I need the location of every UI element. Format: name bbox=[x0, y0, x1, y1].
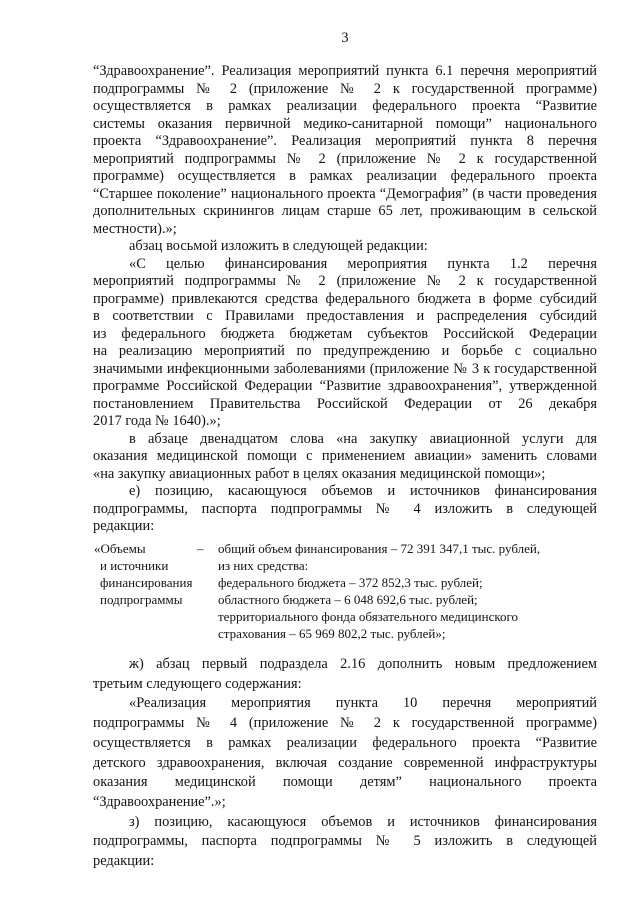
text-line: из федерального бюджета бюджетам субъектов Российской Федерации bbox=[93, 325, 597, 342]
table-value-line: федерального бюджета – 372 852,3 тыс. рублей; bbox=[218, 575, 483, 590]
text-line: осуществляется в рамках реализации федерального проекта “Развитие bbox=[93, 98, 597, 114]
text-line: «С целью финансирования мероприятия пункта 1.2 перечня bbox=[129, 255, 597, 272]
table-label-line: и источники bbox=[100, 558, 169, 573]
text-line: проекта “Здравоохранение”. Реализация мероприятий пункта 8 перечня bbox=[93, 133, 597, 149]
text-line: программе) привлекаются средства федерального бюджета в форме субсидий bbox=[93, 290, 597, 307]
table-label-column bbox=[94, 540, 200, 608]
table-label-line: финансирования bbox=[100, 575, 193, 590]
text-line: местности).»; bbox=[93, 220, 177, 237]
text-line: е) позицию, касающуюся объемов и источников финансирования bbox=[129, 483, 597, 499]
text-line: постановлением Правительства Российской Федерации от 26 декабря bbox=[93, 395, 597, 412]
text-line: осуществляется в рамках реализации федерального проекта “Развитие bbox=[93, 734, 597, 751]
text-line: программе) осуществляется в рамках реализации федерального проекта bbox=[93, 168, 597, 184]
text-line: ж) абзац первый подраздела 2.16 дополнить новым предложением bbox=[129, 656, 597, 672]
text-block-lower bbox=[93, 655, 597, 872]
text-block-upper bbox=[93, 63, 597, 536]
text-line: “Здравоохранение”. Реализация мероприятий пункта 6.1 перечня мероприятий bbox=[93, 63, 597, 79]
text-line: «на закупку авиационных работ в целях оказания медицинской помощи»; bbox=[93, 465, 546, 482]
paragraph bbox=[93, 63, 597, 238]
paragraph bbox=[93, 238, 597, 256]
paragraph bbox=[93, 483, 597, 536]
text-line: 2017 года № 1640).»; bbox=[93, 413, 221, 429]
page-number: 3 bbox=[341, 30, 349, 46]
text-line: в абзаце двенадцатом слова «на закупку авиационной услуги для bbox=[129, 430, 597, 447]
text-line: подпрограммы № 2 (приложение № 2 к государственной программе) bbox=[93, 80, 597, 97]
text-line: мероприятий подпрограммы № 2 (приложение № 2 к государственной bbox=[93, 150, 597, 167]
text-line: подпрограммы, паспорта подпрограммы № 4 изложить в следующей bbox=[93, 500, 597, 517]
text-line: мероприятий подпрограммы № 2 (приложение № 2 к государственной bbox=[93, 273, 597, 289]
text-line: редакции: bbox=[93, 518, 155, 534]
table-value-column bbox=[218, 540, 597, 642]
paragraph bbox=[93, 655, 597, 694]
text-line: подпрограммы № 4 (приложение № 2 к государственной программе) bbox=[93, 715, 597, 732]
text-line: системы оказания первичной медико-санитарной помощи” национального bbox=[93, 115, 597, 132]
text-line: подпрограммы, паспорта подпрограммы № 5 изложить в следующей bbox=[93, 833, 597, 850]
text-line: “Здравоохранение”.»; bbox=[93, 793, 226, 810]
text-line: абзац восьмой изложить в следующей редакции: bbox=[129, 238, 428, 254]
text-line: программе Российской Федерации “Развитие здравоохранения”, утвержденной bbox=[93, 378, 597, 394]
table-label-line: «Объемы bbox=[94, 541, 146, 556]
table-value-line: из них средства: bbox=[218, 558, 309, 573]
text-line: детского здравоохранения, включая создание современной инфраструктуры bbox=[93, 754, 597, 771]
table-value-line: общий объем финансирования – 72 391 347,1 тыс. рублей, bbox=[218, 541, 541, 556]
paragraph bbox=[93, 694, 597, 812]
financing-table bbox=[93, 540, 597, 642]
text-line: “Старшее поколение” национального проекта “Демография” (в части проведения bbox=[93, 185, 597, 202]
text-line: дополнительных скринингов лицам старше 65 лет, проживающим в сельской bbox=[93, 203, 597, 219]
text-line: третьим следующего содержания: bbox=[93, 675, 302, 692]
paragraph bbox=[93, 256, 597, 431]
text-line: оказания медицинской помощи детям” национального проекта bbox=[93, 774, 597, 791]
table-value-line: областного бюджета – 6 048 692,6 тыс. рублей; bbox=[218, 592, 478, 607]
text-line: в соответствии с Правилами предоставления и распределения субсидий bbox=[93, 308, 597, 324]
text-line: на реализацию мероприятий по предупреждению и борьбе с социально bbox=[93, 343, 597, 359]
text-line: редакции: bbox=[93, 853, 155, 870]
text-line: «Реализация мероприятия пункта 10 перечня мероприятий bbox=[129, 695, 597, 712]
table-label-line: подпрограммы bbox=[100, 592, 183, 607]
paragraph bbox=[93, 813, 597, 872]
text-line: з) позицию, касающуюся объемов и источников финансирования bbox=[129, 813, 597, 830]
table-value-line: территориального фонда обязательного медицинского bbox=[218, 609, 519, 624]
text-line: значимыми инфекционными заболеваниями (приложение № 3 к государственной bbox=[93, 360, 597, 377]
text-line: оказания медицинской помощи с применением авиации» заменить словами bbox=[93, 448, 597, 464]
table-dash: – bbox=[197, 541, 204, 556]
table-value-line: страхования – 65 969 802,2 тыс. рублей»; bbox=[218, 626, 446, 641]
paragraph bbox=[93, 431, 597, 484]
